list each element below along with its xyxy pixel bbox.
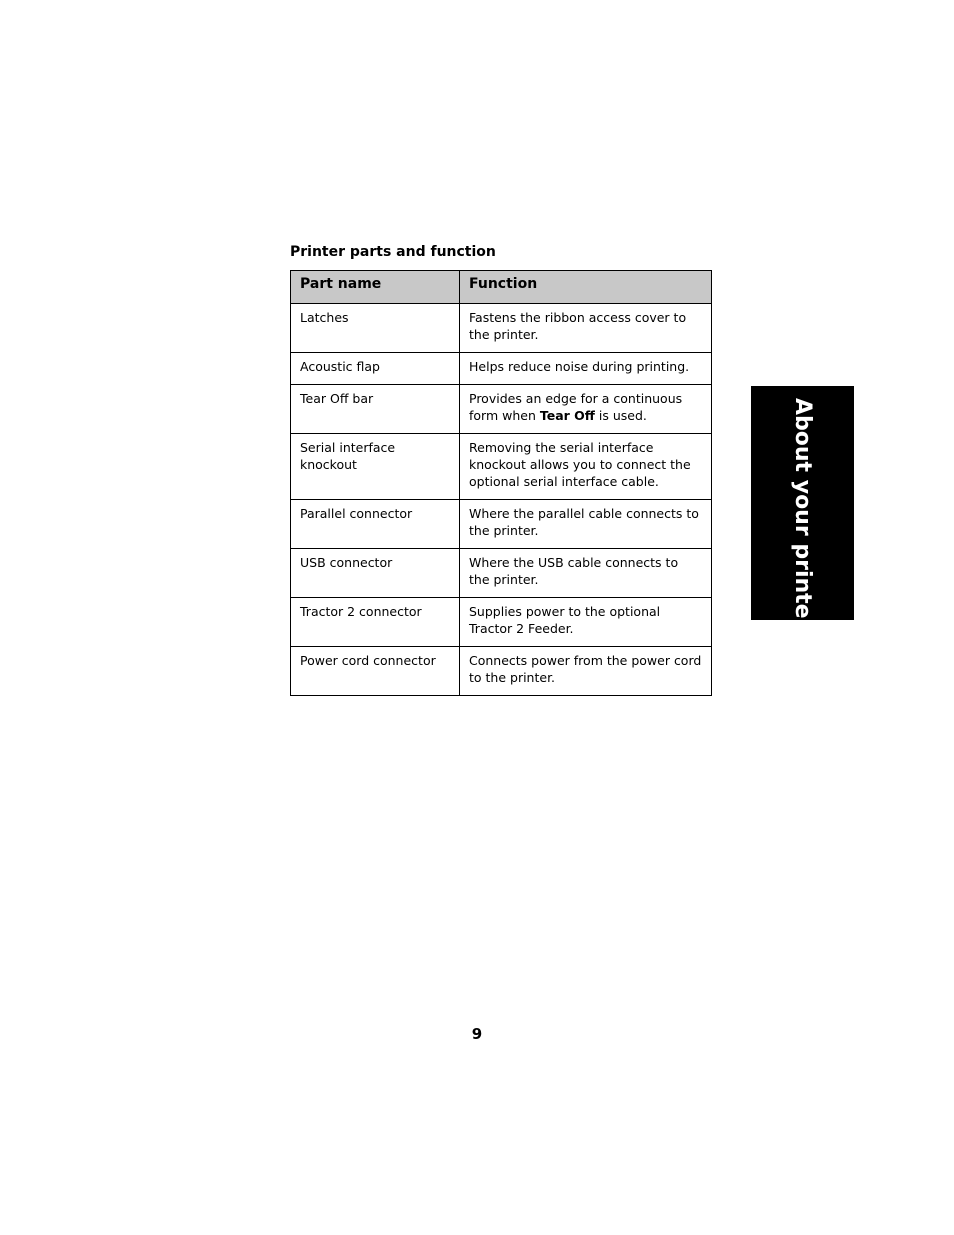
page-number: 9	[471, 1025, 483, 1043]
part-name-cell: Acoustic flap	[291, 353, 460, 385]
part-name-cell: Parallel connector	[291, 500, 460, 549]
function-text: Helps reduce noise during printing.	[469, 359, 690, 374]
table-header-row	[291, 271, 712, 304]
table-caption: Printer parts and function	[290, 244, 496, 260]
function-text-tail: is used.	[594, 408, 647, 423]
printer-parts-table	[290, 270, 712, 696]
function-cell	[460, 304, 712, 353]
table-row	[291, 385, 712, 434]
table-row	[291, 304, 712, 353]
function-cell	[460, 353, 712, 385]
function-text: Supplies power to the optional Tractor 2 Feeder.	[469, 604, 661, 636]
function-text: Provides an edge for a continuous form when	[469, 391, 683, 423]
function-cell	[460, 385, 712, 434]
table-row	[291, 598, 712, 647]
function-emphasis: Tear Off	[539, 408, 595, 423]
function-cell	[460, 647, 712, 696]
table-row	[291, 353, 712, 385]
function-text: Fastens the ribbon access cover to the printer.	[469, 310, 687, 342]
chapter-tab-label: About your printer	[790, 398, 815, 630]
table-row	[291, 434, 712, 500]
function-text: Removing the serial interface knockout allows you to connect the optional serial interface cable.	[469, 440, 691, 489]
part-name-cell: Serial interface knockout	[291, 434, 460, 500]
part-name-cell: Power cord connector	[291, 647, 460, 696]
part-name-cell: Latches	[291, 304, 460, 353]
header-part-name: Part name	[291, 271, 460, 304]
table-row	[291, 500, 712, 549]
function-cell	[460, 434, 712, 500]
function-cell	[460, 500, 712, 549]
function-cell	[460, 549, 712, 598]
function-text: Connects power from the power cord to the printer.	[469, 653, 702, 685]
function-text: Where the parallel cable connects to the printer.	[469, 506, 699, 538]
part-name-cell: Tear Off bar	[291, 385, 460, 434]
part-name-cell: Tractor 2 connector	[291, 598, 460, 647]
part-name-cell: USB connector	[291, 549, 460, 598]
header-function: Function	[460, 271, 712, 304]
table-row	[291, 647, 712, 696]
chapter-side-tab	[751, 386, 854, 630]
function-cell	[460, 598, 712, 647]
function-text: Where the USB cable connects to the printer.	[469, 555, 679, 587]
table-row	[291, 549, 712, 598]
